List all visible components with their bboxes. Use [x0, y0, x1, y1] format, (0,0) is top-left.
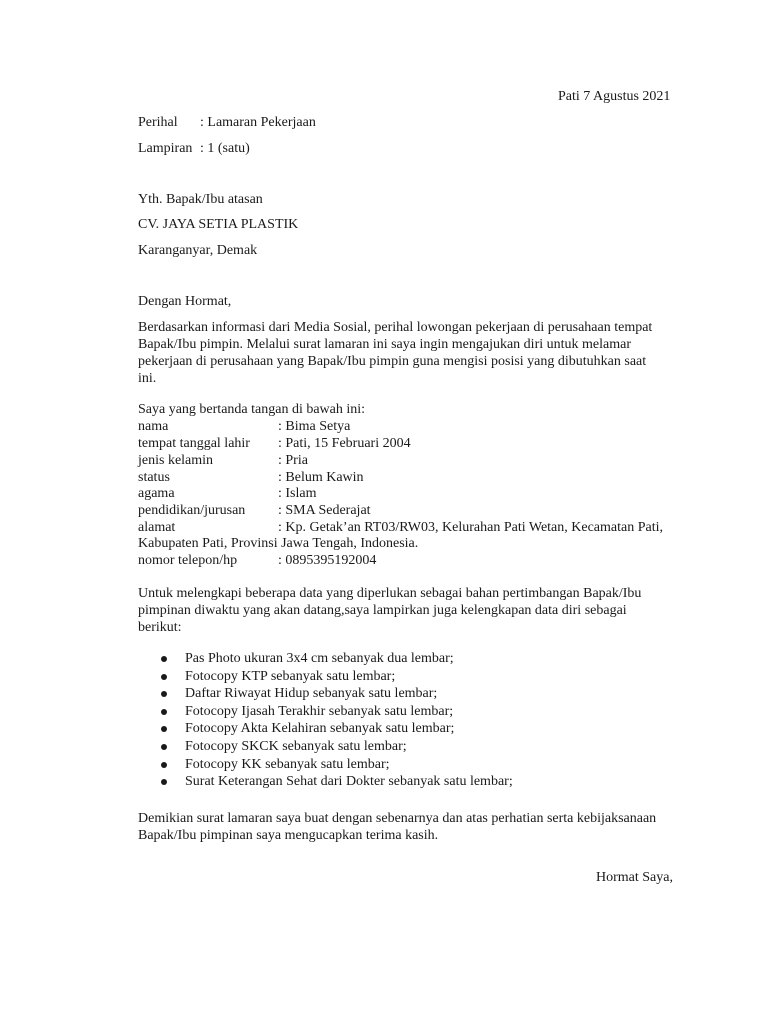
field-value-nama: : Bima Setya	[278, 419, 351, 434]
field-label-status: status	[138, 470, 170, 485]
list-item	[138, 650, 513, 668]
attachments-paragraph	[138, 585, 678, 636]
field-value-phone: : 0895395192004	[278, 553, 377, 568]
field-label-nama: nama	[138, 419, 169, 434]
sign-off: Hormat Saya,	[596, 870, 673, 885]
list-item-text: Fotocopy KK sebanyak satu lembar;	[185, 756, 390, 772]
recipient-company: CV. JAYA SETIA PLASTIK	[138, 217, 299, 232]
field-value-alamat: : Kp. Getak’an RT03/RW03, Kelurahan Pati Wetan, Kecamatan Pati,	[278, 520, 663, 535]
closing-line: Bapak/Ibu pimpinan saya mengucapkan terima kasih.	[138, 828, 439, 843]
bullet-icon	[161, 744, 167, 750]
intro-line: Bapak/Ibu pimpin. Melalui surat lamaran ini saya ingin mengajukan diri untuk melamar	[138, 337, 631, 352]
list-item	[138, 703, 513, 721]
salutation: Dengan Hormat,	[138, 294, 232, 309]
list-item	[138, 685, 513, 703]
field-label-pendidikan: pendidikan/jurusan	[138, 503, 246, 518]
closing-paragraph	[138, 810, 678, 844]
closing-line: Demikian surat lamaran saya buat dengan sebenarnya dan atas perhatian serta kebijaksanaan	[138, 811, 657, 826]
field-label-phone: nomor telepon/hp	[138, 553, 238, 568]
list-item-text: Fotocopy Ijasah Terakhir sebanyak satu lembar;	[185, 703, 454, 719]
field-value-alamat-cont: Kabupaten Pati, Provinsi Jawa Tengah, Indonesia.	[138, 536, 419, 551]
bullet-icon	[161, 726, 167, 732]
intro-line: ini.	[138, 371, 157, 386]
list-item-text: Pas Photo ukuran 3x4 cm sebanyak dua lembar;	[185, 651, 454, 666]
list-item-text: Surat Keterangan Sehat dari Dokter sebanyak satu lembar;	[185, 774, 513, 790]
attachments-line: Untuk melengkapi beberapa data yang diperlukan sebagai bahan pertimbangan Bapak/Ibu	[138, 586, 642, 601]
list-item	[138, 773, 513, 791]
recipient-title: Yth. Bapak/Ibu atasan	[138, 192, 263, 207]
field-label-ttl: tempat tanggal lahir	[138, 436, 250, 451]
bullet-icon	[161, 674, 167, 680]
attachments-line: berikut:	[138, 620, 182, 635]
list-item-text: Fotocopy SKCK sebanyak satu lembar;	[185, 738, 407, 754]
bullet-icon	[161, 779, 167, 785]
attachments-list	[138, 650, 513, 791]
undersigned-intro: Saya yang bertanda tangan di bawah ini:	[138, 402, 366, 417]
bullet-icon	[161, 709, 167, 715]
field-label-alamat: alamat	[138, 520, 176, 535]
field-value-ttl: : Pati, 15 Februari 2004	[278, 436, 411, 451]
bullet-icon	[161, 762, 167, 768]
intro-line: pekerjaan di perusahaan yang Bapak/Ibu pimpin guna mengisi posisi yang dibutuhkan saat	[138, 354, 647, 369]
list-item	[138, 756, 513, 774]
list-item-text: Fotocopy Akta Kelahiran sebanyak satu lembar;	[185, 721, 455, 737]
perihal-label: Perihal	[138, 115, 178, 130]
field-value-agama: : Islam	[278, 486, 317, 501]
list-item-text: Daftar Riwayat Hidup sebanyak satu lembar;	[185, 686, 438, 702]
recipient-address: Karanganyar, Demak	[138, 243, 258, 258]
list-item	[138, 668, 513, 686]
field-value-gender: : Pria	[278, 453, 308, 468]
intro-line: Berdasarkan informasi dari Media Sosial, perihal lowongan pekerjaan di perusahaan tempat	[138, 320, 653, 335]
field-value-pendidikan: : SMA Sederajat	[278, 503, 371, 518]
list-item	[138, 738, 513, 756]
attachments-line: pimpinan diwaktu yang akan datang,saya lampirkan juga kelengkapan data diri sebagai	[138, 603, 627, 618]
field-label-gender: jenis kelamin	[138, 453, 214, 468]
field-label-agama: agama	[138, 486, 175, 501]
bullet-icon	[161, 656, 167, 662]
perihal-value: : Lamaran Pekerjaan	[200, 115, 316, 130]
intro-paragraph	[138, 319, 678, 387]
bullet-icon	[161, 691, 167, 697]
field-value-status: : Belum Kawin	[278, 470, 364, 485]
list-item	[138, 720, 513, 738]
letter-date: Pati 7 Agustus 2021	[558, 89, 671, 104]
lampiran-label: Lampiran	[138, 141, 193, 156]
lampiran-value: : 1 (satu)	[200, 141, 250, 156]
list-item-text: Fotocopy KTP sebanyak satu lembar;	[185, 668, 396, 684]
